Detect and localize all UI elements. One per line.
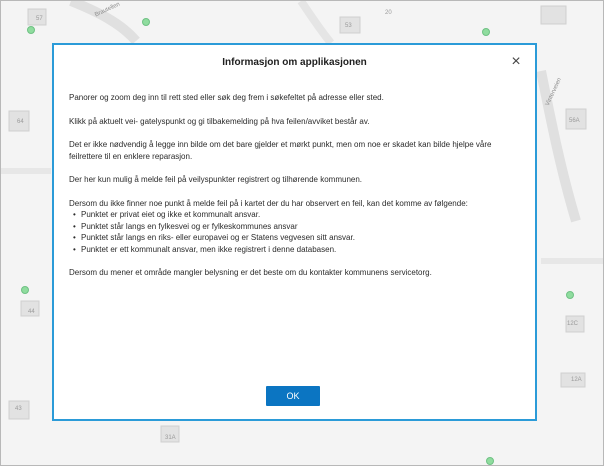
map-label: 20 [385,10,392,16]
map-label: 31A [165,435,176,441]
info-dialog [52,43,537,421]
instruction-paragraph: Dersom du ikke finner noe punkt å melde feil på i kartet der du har observert en feil, kan det komme av følgende: [69,198,468,208]
map-label: 64 [17,119,24,125]
dialog-content [69,92,524,291]
map-label: 12A [571,377,582,383]
map-label: 12C [567,321,579,327]
instruction-paragraph: Der her kun mulig å melde feil på veilyspunkter registrert og tilhørende kommunen. [69,175,363,184]
instruction-paragraph: Panorer og zoom deg inn til rett sted eller søk deg frem i søkefeltet på adresse eller sted. [69,93,384,102]
light-point-marker[interactable] [142,18,150,26]
road-label: Vinterveien [544,77,564,107]
map-label: 43 [15,406,22,412]
light-point-marker[interactable] [482,28,490,36]
reason-list-item: • Punktet står langs en riks- eller europavei og er Statens vegvesen sitt ansvar. [81,232,524,244]
reason-list-item: • Punktet er ett kommunalt ansvar, men ikke registrert i denne databasen. [81,244,524,256]
light-point-marker[interactable] [21,286,29,294]
reason-list-item: • Punktet står langs en fylkesvei og er fylkeskommunes ansvar [81,221,524,233]
close-icon[interactable]: × [511,53,521,70]
map-label: 56A [569,118,580,124]
reason-list-item: • Punktet er privat eiet og ikke et kommunalt ansvar. [81,209,524,221]
light-point-marker[interactable] [486,457,494,465]
map-label: 57 [36,16,43,22]
dialog-title: Informasjon om applikasjonen [222,57,367,68]
light-point-marker[interactable] [566,291,574,299]
map-label: 53 [345,23,352,29]
instruction-paragraph: Klikk på aktuelt vei- gatelyspunkt og gi tilbakemelding på hva feilen/avviket består av. [69,116,370,126]
instruction-paragraph: Dersom du mener et område mangler belysning er det beste om du kontakter kommunens servicetorg. [69,268,432,277]
reason-list [69,209,524,255]
ok-button[interactable]: OK [266,386,320,406]
instruction-paragraph: Det er ikke nødvendig å legge inn bilde om det bare gjelder et mørkt punkt, men om noe er skadet kan bilde hjelpe våre feilrettere til en enklere reparasjon. [69,140,492,161]
road-label: Brautellen [93,1,122,19]
map-label: 44 [28,309,35,315]
light-point-marker[interactable] [27,26,35,34]
